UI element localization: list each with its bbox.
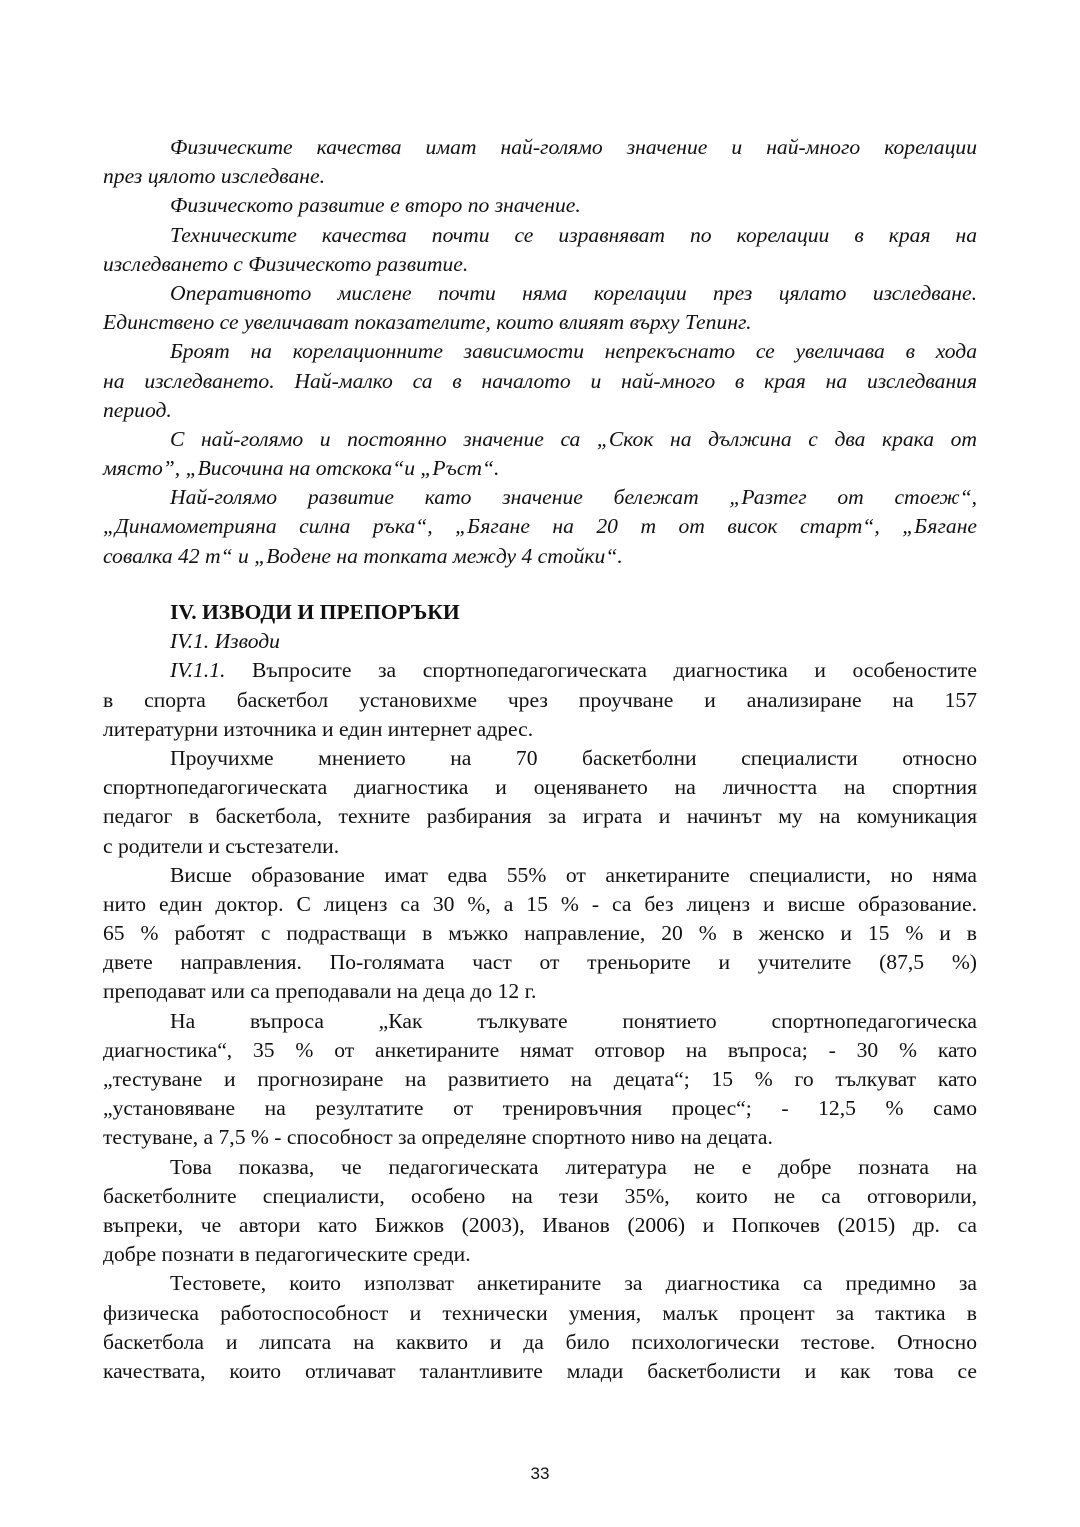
text-line: Физическите качества имат най-голямо значение и най-много корелации xyxy=(170,135,977,159)
paragraph xyxy=(103,133,977,191)
text-line: място”, „Височина на отскока“и „Ръст“. xyxy=(103,456,500,481)
paragraph-label: IV.1.1. xyxy=(170,658,226,683)
text-line: Проучихме мнението на 70 баскетболни специалисти относно xyxy=(170,745,977,770)
text-line xyxy=(103,656,977,685)
text-line: 65 % работят с подрастващи в мъжко направление, 20 % в женско и 15 % и в xyxy=(103,921,977,946)
text-line: „Динамометрияна силна ръка“, „Бягане на 20 m от висок старт“, „Бягане xyxy=(103,514,977,539)
section-paragraphs xyxy=(103,656,977,1386)
paragraph xyxy=(103,861,977,1007)
text-line: в спорта баскетбол установихме чрез проучване и анализиране на 157 xyxy=(103,687,977,712)
paragraph xyxy=(103,744,977,861)
paragraph xyxy=(103,425,977,483)
text-line: спортнопедагогическата диагностика и оценяването на личността на спортния xyxy=(103,775,977,800)
paragraph-text: Въпросите за спортнопедагогическата диагностика и особеностите xyxy=(225,658,977,683)
paragraph xyxy=(103,191,977,220)
page-number: 33 xyxy=(530,1464,550,1483)
text-line: совалка 42 m“ и „Водене на топката между 4 стойки“. xyxy=(103,543,623,568)
text-line: физическа работоспособност и технически умения, малък процент за тактика в xyxy=(103,1300,977,1325)
paragraph xyxy=(103,221,977,279)
text-line: през цялото изследване. xyxy=(103,164,325,189)
text-line: Тестовете, които използват анкетираните за диагностика са предимно за xyxy=(170,1271,977,1296)
text-line: баскетбола и липсата на каквито и да било психологически тестове. Относно xyxy=(103,1329,977,1354)
text-line: Техническите качества почти се изравняват по корелации в края на xyxy=(170,222,977,247)
text-line: Броят на корелационните зависимости непрекъснато се увеличава в хода xyxy=(170,339,977,364)
text-line: период. xyxy=(103,397,172,422)
paragraph xyxy=(103,1007,977,1153)
paragraph xyxy=(103,1153,977,1270)
section-iv xyxy=(103,598,977,1386)
text-line: с родители и състезатели. xyxy=(103,833,340,858)
conclusions-italic-block xyxy=(103,133,977,571)
text-line: Това показва, че педагогическата литература не е добре позната на xyxy=(170,1154,977,1179)
text-line: На въпроса „Как тълкувате понятието спортнопедагогическа xyxy=(170,1008,977,1033)
paragraph xyxy=(103,1269,977,1386)
subsection-heading: IV.1. Изводи xyxy=(170,629,280,654)
paragraph xyxy=(103,483,977,571)
text-line: С най-голямо и постоянно значение са „Скок на дължина с два крака от xyxy=(170,426,977,451)
text-line: Най-голямо развитие като значение бележат „Разтег от стоеж“, xyxy=(170,485,977,510)
text-line: Висше образование имат едва 55% от анкетираните специалисти, но няма xyxy=(170,862,977,887)
paragraph xyxy=(103,656,977,744)
text-line: качествата, които отличават талантливите млади баскетболисти и как това се xyxy=(103,1358,977,1383)
text-line: литературни източника и един интернет адрес. xyxy=(103,716,534,741)
text-line: добре познати в педагогическите среди. xyxy=(103,1242,471,1267)
text-line: тестуване, а 7,5 % - способност за определяне спортното ниво на децата. xyxy=(103,1125,773,1150)
text-line: преподават или са преподавали на деца до 12 г. xyxy=(103,979,537,1004)
text-line: нито един доктор. С лиценз са 30 %, а 15 % - са без лиценз и висше образование. xyxy=(103,891,977,916)
text-line: Единствено се увеличават показателите, които влияят върху Тепинг. xyxy=(103,310,752,335)
text-line: диагностика“, 35 % от анкетираните нямат отговор на въпроса; - 30 % като xyxy=(103,1037,977,1062)
text-line: Физическото развитие е второ по значение. xyxy=(170,193,581,218)
text-line: изследването с Физическото развитие. xyxy=(103,251,469,276)
paragraph xyxy=(103,337,977,425)
paragraph xyxy=(103,279,977,337)
section-heading: IV. ИЗВОДИ И ПРЕПОРЪКИ xyxy=(170,600,460,624)
text-line: педагог в баскетбола, техните разбирания за играта и начинът му на комуникация xyxy=(103,804,977,829)
text-line: баскетболните специалисти, особено на тези 35%, които не са отговорили, xyxy=(103,1183,977,1208)
text-line: „тестуване и прогнозиране на развитието на децата“; 15 % го тълкуват като xyxy=(103,1067,977,1091)
text-line: Оперативното мислене почти няма корелации през цялато изследване. xyxy=(170,280,977,305)
text-line: „установяване на резултатите от тренировъчния процес“; - 12,5 % само xyxy=(103,1096,977,1121)
text-line: въпреки, че автори като Бижков (2003), Иванов (2006) и Попкочев (2015) др. са xyxy=(103,1212,977,1237)
text-line: на изследването. Най-малко са в началото и най-много в края на изследвания xyxy=(103,368,977,393)
text-line: двете направления. По-голямата част от треньорите и учителите (87,5 %) xyxy=(103,950,977,975)
